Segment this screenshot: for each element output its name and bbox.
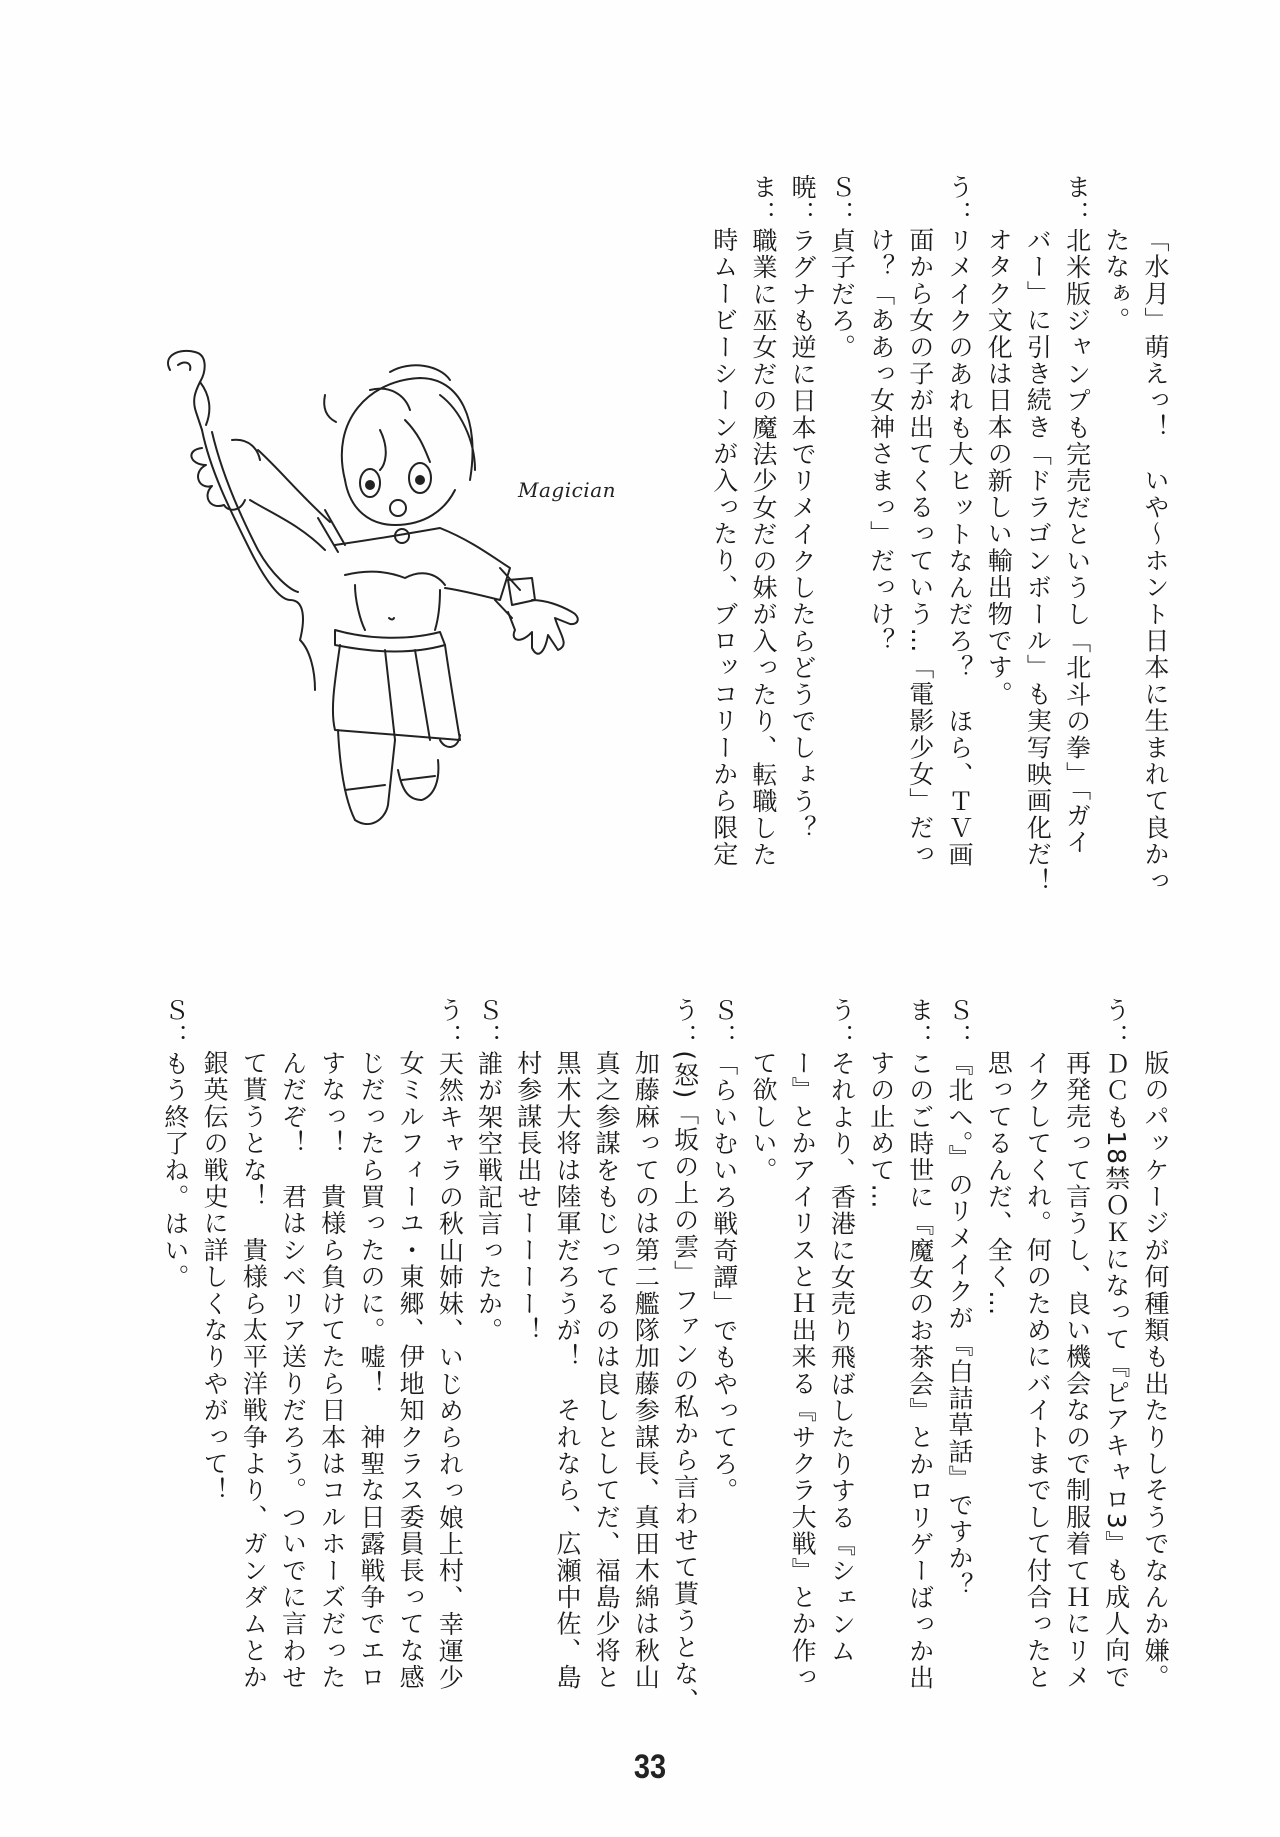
speaker-label: Ｓ	[827, 174, 857, 201]
dialogue-text: て欲しい。	[748, 1050, 778, 1184]
dialogue-line	[744, 174, 783, 895]
dialogue-line	[705, 997, 744, 1714]
dialogue-line	[313, 997, 352, 1714]
speaker-separator: ：	[944, 200, 974, 228]
dialogue-line	[861, 997, 900, 1714]
dialogue-text: たなぁ。	[1101, 227, 1131, 334]
dialogue-text: 誰が架空戦記言ったか。	[474, 1050, 504, 1345]
dialogue-line	[273, 997, 312, 1714]
dialogue-text: 時ムービーシーンが入ったり、ブロッコリーから限定	[709, 227, 739, 868]
speaker-separator: ：	[670, 1023, 700, 1051]
dialogue-text: 職業に巫女だの魔法少女だの妹が入ったり、転職した	[748, 227, 778, 869]
speaker-separator: ：	[160, 1023, 190, 1051]
dialogue-text: 『北へ。』のリメイクが『白詰草話』ですか？	[944, 1050, 974, 1599]
dialogue-line	[940, 997, 979, 1714]
dialogue-text: て貰うとな！ 貴様ら太平洋戦争より、ガンダムとか	[239, 1050, 269, 1691]
dialogue-text: すの止めて…	[866, 1050, 896, 1211]
head-drawing	[324, 365, 475, 525]
dialogue-line	[783, 997, 822, 1714]
speaker-label: う	[670, 997, 700, 1024]
speaker-label: う	[827, 997, 857, 1024]
speaker-separator: ：	[827, 1023, 857, 1051]
dialogue-line	[1097, 174, 1136, 895]
dialogue-text: (怒)「坂の上の雲」ファンの私から言わせて貰うとな、	[670, 1050, 700, 1715]
dialogue-line	[352, 997, 391, 1714]
speaker-label: ま	[748, 174, 778, 201]
dialogue-text: 思ってるんだ、全く…	[984, 1050, 1014, 1317]
speaker-label: ま	[1062, 174, 1092, 201]
speaker-separator: ：	[748, 200, 778, 228]
dialogue-line	[156, 997, 195, 1714]
dialogue-line	[901, 174, 940, 895]
dialogue-line	[822, 997, 861, 1714]
raised-arm-drawing	[191, 440, 345, 552]
speaker-separator: ：	[944, 1023, 974, 1051]
dialogue-text: イクしてくれ。何のためにバイトまでして付合ったと	[1023, 1050, 1053, 1691]
dialogue-line	[1018, 174, 1057, 895]
speaker-separator: ：	[1101, 1023, 1131, 1051]
dialogue-text: すなっ！ 貴様ら負けてたら日本はコルホーズだった	[317, 1050, 347, 1691]
magician-illustration	[140, 300, 700, 920]
dialogue-line	[979, 174, 1018, 895]
dialogue-line	[1136, 997, 1175, 1714]
open-hand-drawing	[495, 568, 578, 654]
dialogue-text: 北米版ジャンプも完売だというし「北斗の拳」「ガイ	[1062, 227, 1092, 856]
dialogue-text: ラグナも逆に日本でリメイクしたらどうでしょう？	[788, 227, 818, 842]
dialogue-text: 貞子だろ。	[827, 227, 857, 361]
dialogue-text: リメイクのあれも大ヒットなんだろ？ ほら、ＴＶ画	[944, 227, 974, 869]
speaker-separator: ：	[788, 200, 818, 228]
dialogue-line	[861, 174, 900, 895]
dialogue-text: オタク文化は日本の新しい輸出物です。	[984, 227, 1014, 708]
dialogue-text: 再発売って言うし、良い機会なので制服着てＨにリメ	[1062, 1050, 1092, 1691]
dialogue-line	[1057, 174, 1096, 895]
dialogue-text: 「水月」萌えっ！ いや〜ホント日本に生まれて良かっ	[1141, 227, 1170, 895]
dialogue-line	[1097, 997, 1136, 1714]
speaker-separator: ：	[435, 1023, 465, 1051]
dialogue-text: 「らいむいろ戦奇譚」でもやってろ。	[709, 1050, 739, 1505]
dialogue-text: ー』とかアイリスとＨ出来る『サクラ大戦』とか作っ	[788, 1050, 818, 1691]
legs-drawing	[338, 730, 460, 824]
dialogue-text: んだぞ！ 君はシベリア送りだろう。ついでに言わせ	[278, 1050, 308, 1691]
dialogue-text: 銀英伝の戦史に詳しくなりやがって！	[200, 1050, 230, 1504]
speaker-label: Ｓ	[944, 997, 974, 1024]
dialogue-line	[1057, 997, 1096, 1714]
dialogue-text: それより、香港に女売り飛ばしたりする『シェンム	[827, 1050, 857, 1665]
dialogue-text: じだったら買ったのに。嘘！ 神聖な日露戦争でエロ	[356, 1050, 386, 1691]
dialogue-block-bottom	[156, 997, 1175, 1714]
dialogue-line	[1018, 997, 1057, 1714]
dialogue-text: もう終了ね。はい。	[160, 1050, 190, 1291]
dialogue-text: ＤＣも18禁ＯＫになって『ピアキャロ3』も成人向で	[1101, 1050, 1131, 1691]
dialogue-line	[744, 997, 783, 1714]
dialogue-text: 加藤麻ってのは第二艦隊加藤参謀長、真田木綿は秋山	[631, 1050, 661, 1691]
dialogue-line	[822, 174, 861, 895]
dialogue-text: 女ミルフィーユ・東郷、伊地知クラス委員長ってな感	[396, 1050, 426, 1691]
speaker-label: う	[435, 997, 465, 1024]
speaker-label: Ｓ	[709, 997, 739, 1024]
dialogue-line	[783, 174, 822, 895]
dialogue-text: このご時世に『魔女のお茶会』とかロリゲーばっか出	[905, 1050, 935, 1692]
dialogue-line	[1136, 174, 1175, 895]
speaker-label: Ｓ	[474, 997, 504, 1024]
dialogue-text: 黒木大将は陸軍だろうが！ それなら、広瀬中佐、島	[552, 1050, 582, 1691]
illustration-caption: Magician	[518, 478, 617, 502]
dialogue-text: 村参謀長出せーーーー！	[513, 1050, 543, 1344]
dialogue-line	[940, 174, 979, 895]
speaker-label: う	[1101, 997, 1131, 1024]
speaker-separator: ：	[474, 1023, 504, 1051]
dialogue-text: 面から女の子が出てくるっていう…「電影少女」だっ	[905, 227, 935, 868]
dialogue-line	[901, 997, 940, 1714]
speaker-separator: ：	[905, 1023, 935, 1051]
dialogue-line	[705, 174, 744, 895]
page-number: 33	[633, 1748, 667, 1786]
dialogue-line	[469, 997, 508, 1714]
speaker-separator: ：	[709, 1023, 739, 1051]
dialogue-text: け？「ああっ女神さまっ」だっけ？	[866, 227, 896, 655]
speaker-label: ま	[905, 997, 935, 1024]
dialogue-line	[626, 997, 665, 1714]
dialogue-text: 天然キャラの秋山姉妹、いじめられっ娘上村、幸運少	[435, 1050, 465, 1692]
dialogue-line	[665, 997, 704, 1714]
speaker-label: 暁	[788, 174, 818, 201]
dialogue-text: 真之参謀をもじってるのは良しとしてだ、福島少将と	[592, 1050, 622, 1691]
dialogue-line	[587, 997, 626, 1714]
dialogue-block-top	[705, 174, 1175, 895]
staff-drawing	[168, 351, 315, 690]
speaker-label: Ｓ	[160, 997, 190, 1024]
body-drawing	[333, 528, 510, 740]
dialogue-line	[430, 997, 469, 1714]
dialogue-line	[548, 997, 587, 1714]
speaker-label: う	[944, 174, 974, 201]
dialogue-line	[391, 997, 430, 1714]
speaker-separator: ：	[1062, 200, 1092, 228]
dialogue-line	[234, 997, 273, 1714]
dialogue-line	[195, 997, 234, 1714]
dialogue-line	[979, 997, 1018, 1714]
dialogue-text: バー」に引き続き「ドラゴンボール」も実写映画化だ！	[1023, 227, 1053, 895]
speaker-separator: ：	[827, 200, 857, 228]
dialogue-text: 版のパッケージが何種類も出たりしそうでなんか嫌。	[1141, 1050, 1170, 1691]
dialogue-line	[509, 997, 548, 1714]
